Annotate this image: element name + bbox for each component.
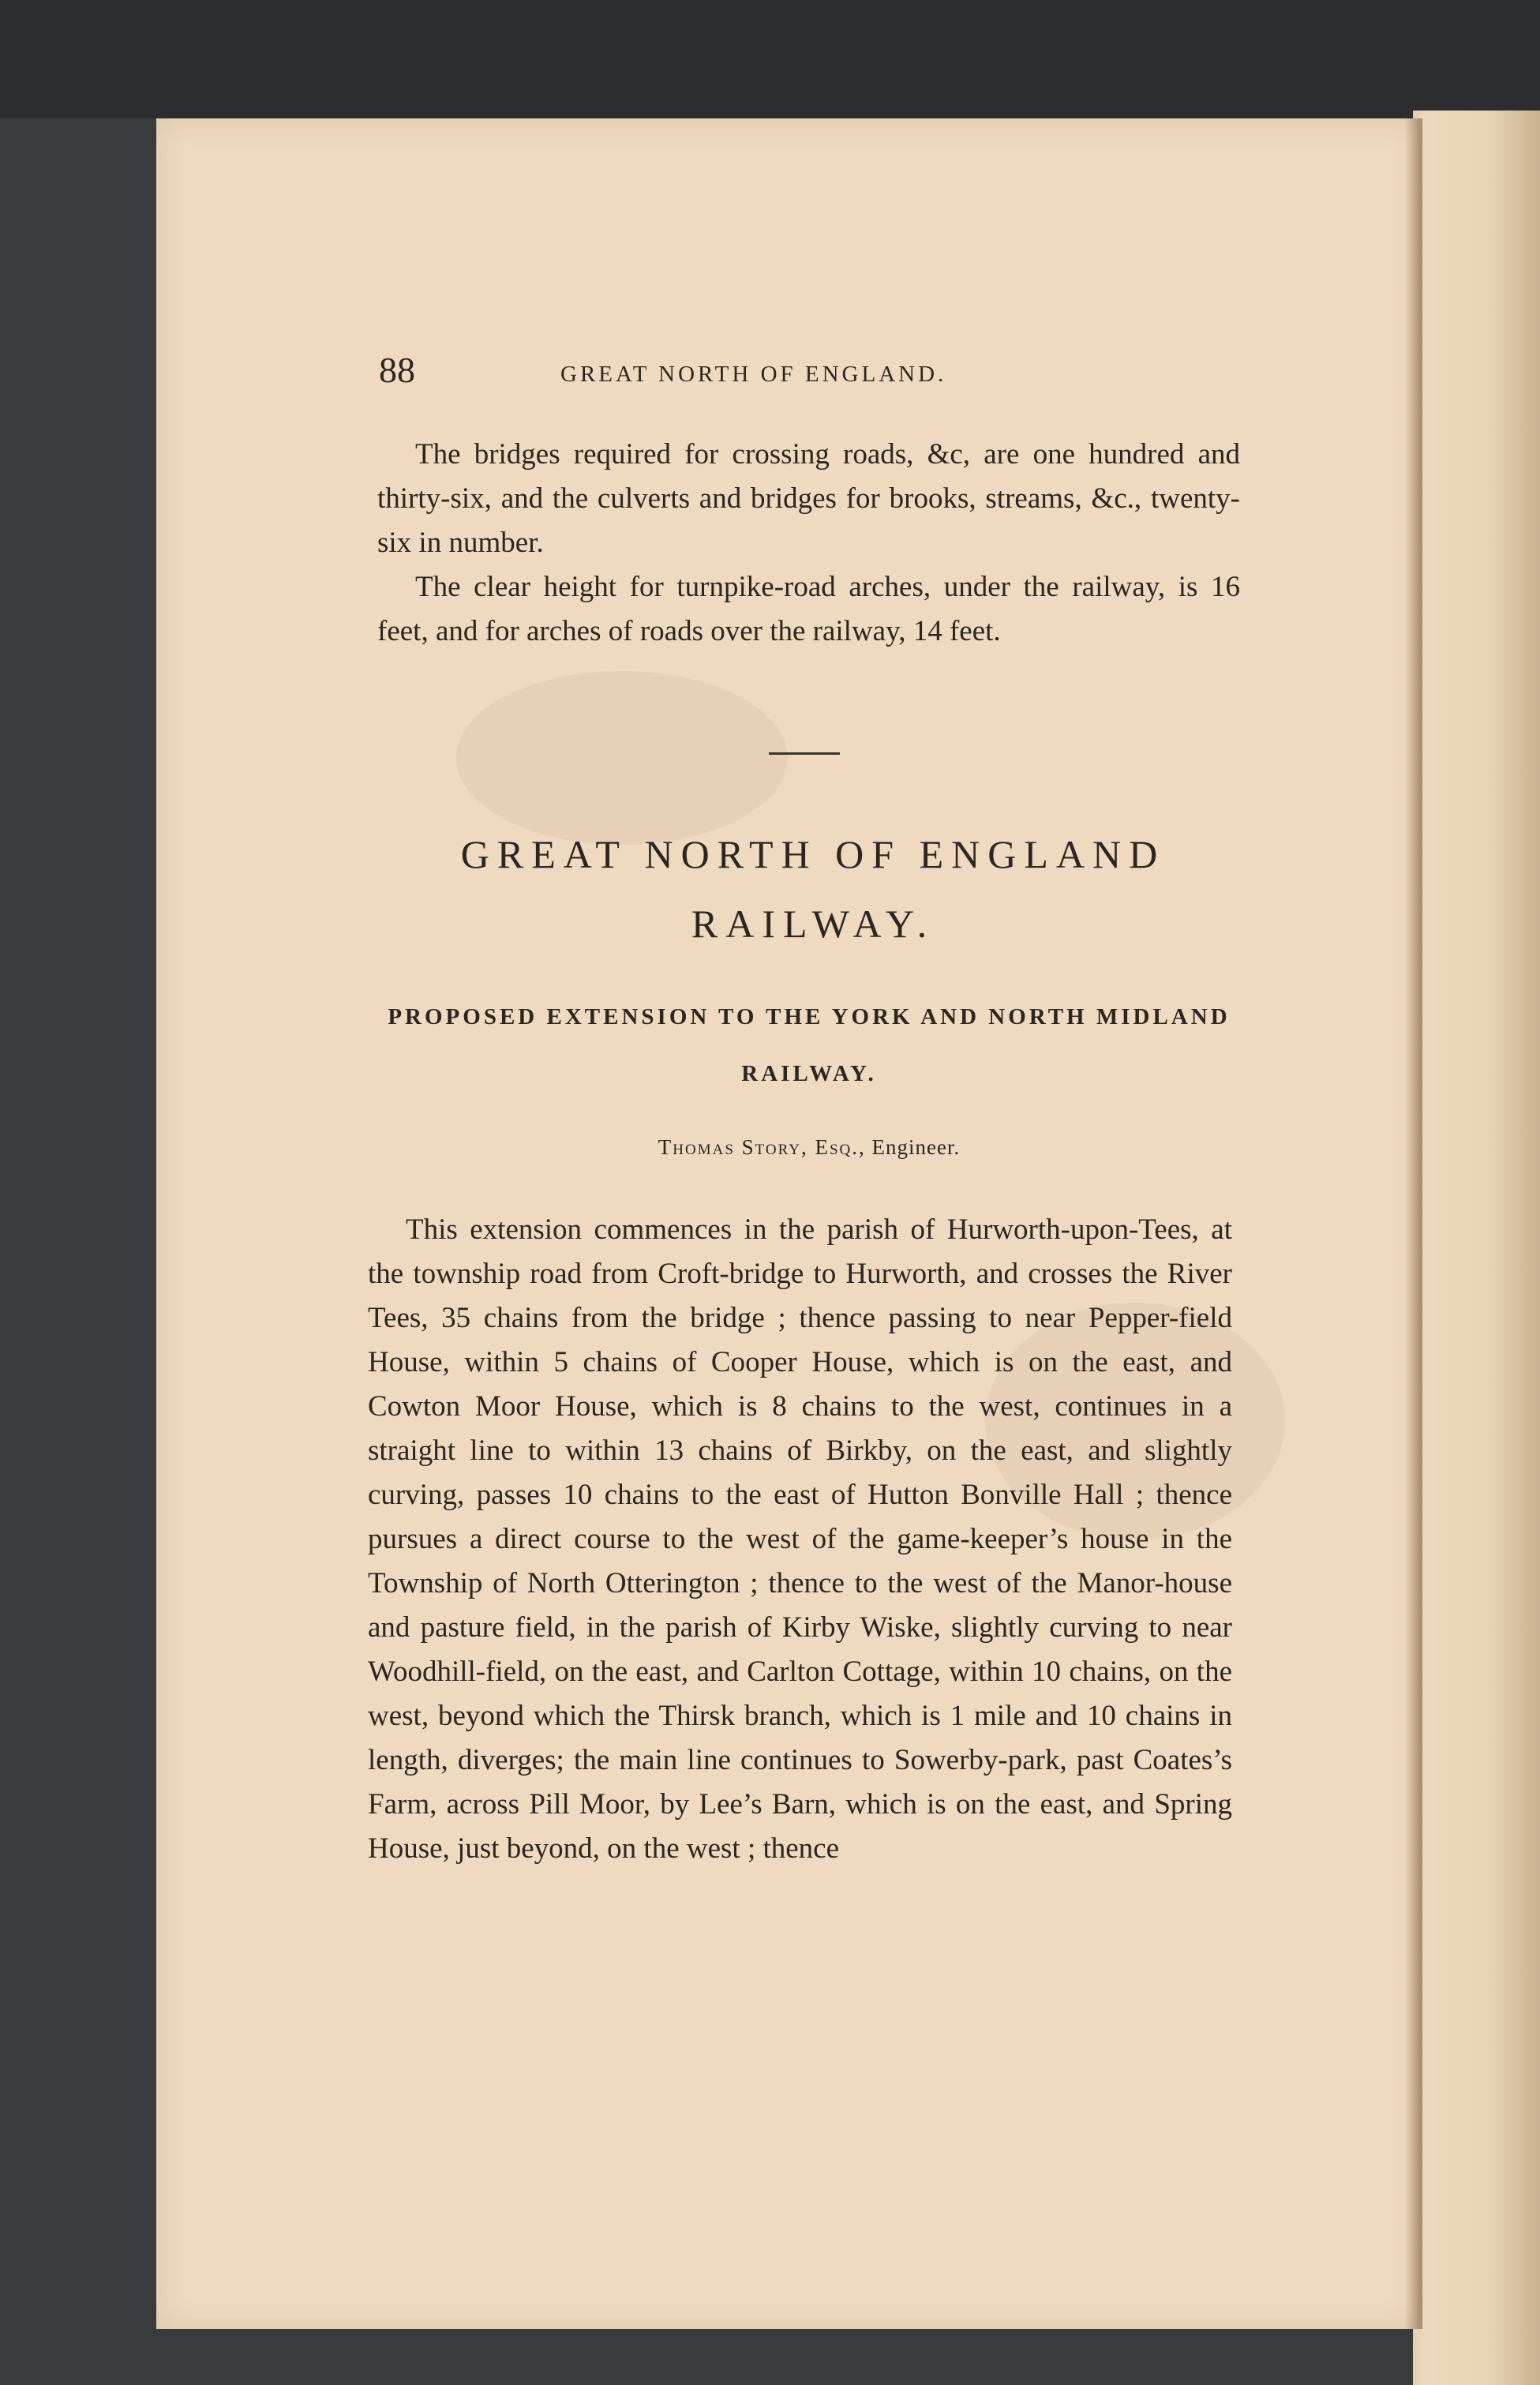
engineer-byline bbox=[371, 1135, 1247, 1160]
section-heading bbox=[371, 819, 1255, 958]
paragraph-clear-height: The clear height for turnpike-road arches, under the railway, is 16 feet, and for arches of roads over the railway, 14 feet. bbox=[377, 571, 1240, 647]
section-heading-line2: RAILWAY. bbox=[691, 902, 935, 946]
gutter-shadow bbox=[1405, 118, 1422, 2329]
section-subheading: PROPOSED EXTENSION TO THE YORK AND NORTH MIDLAND RAILWAY. bbox=[388, 1004, 1231, 1086]
byline-role: Engineer. bbox=[871, 1135, 961, 1159]
scan-background bbox=[0, 0, 1540, 118]
section-heading-line1: GREAT NORTH OF ENGLAND bbox=[460, 832, 1166, 876]
paragraph-bridges: The bridges required for crossing roads, &c, are one hundred and thirty-six, and the culverts and bridges for brooks, streams, &c., twenty-six in number. bbox=[377, 438, 1240, 559]
byline-name: Thomas Story, Esq., bbox=[658, 1135, 866, 1159]
paper-stain bbox=[456, 671, 788, 845]
page-number: 88 bbox=[379, 350, 415, 390]
facing-page-edge bbox=[1413, 111, 1540, 2385]
section-divider bbox=[769, 752, 840, 755]
paragraph-route: This extension commences in the parish of Hurworth-upon-Tees, at the township road from Croft-bridge to Hurworth, and crosses the River Tees, 35 chains from the bridge ; thence passing to near Pepper-field House, within 5 chains of Cooper House, which is on the east, and Cowton Moor House, which is 8 chains to the west, continues in a straight line to within 13 chains of Birkby, on the east, and slightly curving, passes 10 chains to the east of Hutton Bonville Hall ; thence pursues a direct course to the west of the game-keeper’s house in the Township of North Otterington ; thence to the west of the Manor-house and pasture field, in the parish of Kirby Wiske, slightly curving to near Woodhill-field, on the east, and Carlton Cottage, within 10 chains, on the west, beyond which the Thirsk branch, which is 1 mile and 10 chains in length, diverges; the main line continues to Sowerby-park, past Coates’s Farm, across Pill Moor, by Lee’s Barn, which is on the east, and Spring House, just beyond, on the west ; thence bbox=[368, 1213, 1232, 1865]
running-title: GREAT NORTH OF ENGLAND. bbox=[560, 362, 947, 387]
